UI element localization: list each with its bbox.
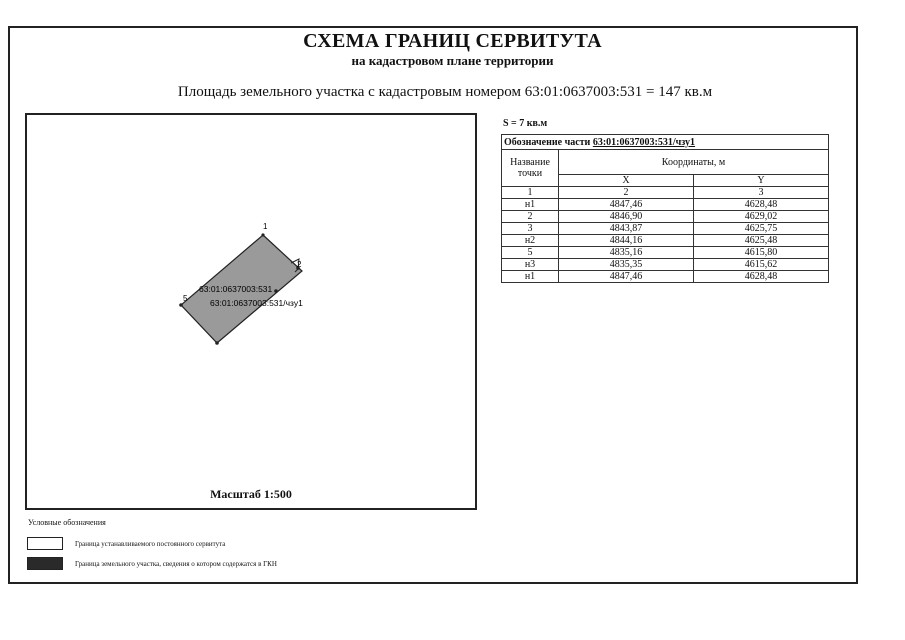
x-value: 4844,16: [559, 235, 694, 247]
x-value: 4846,90: [559, 211, 694, 223]
column-number: 2: [559, 187, 694, 199]
area-statement: Площадь земельного участка с кадастровым номером 63:01:0637003:531 = 147 кв.м: [177, 84, 713, 100]
header-row: [502, 150, 829, 175]
point-label-5: 5: [183, 294, 188, 303]
coords-header: Координаты, м: [559, 150, 829, 175]
table-row: [502, 247, 829, 259]
parcel-label: 63:01:0637003:531: [199, 284, 273, 294]
legend-item-servitude: Граница устанавливаемого постоянного сервитута: [75, 540, 226, 548]
table-row: [502, 199, 829, 211]
part-id: 63:01:0637003:531/чзу1: [592, 136, 696, 148]
table-row: [502, 235, 829, 247]
column-number-row: [502, 187, 829, 199]
parcel-boundary-swatch: [27, 557, 63, 570]
point-name: н1: [502, 271, 559, 283]
legend-item-parcel: Граница земельного участка, сведения о котором содержатся в ГКН: [75, 560, 277, 568]
part-prefix: Обозначение части: [504, 136, 591, 148]
part-designation-row: [502, 135, 829, 150]
point-marker: [261, 233, 264, 236]
map-scale: Масштаб 1:500: [210, 487, 292, 501]
map-drawing: [27, 115, 475, 508]
column-number: 3: [693, 187, 828, 199]
y-value: 4629,02: [693, 211, 828, 223]
point-name: 5: [502, 247, 559, 259]
point-name: н2: [502, 235, 559, 247]
x-value: 4843,87: [559, 223, 694, 235]
point-name: н3: [502, 259, 559, 271]
x-value: 4835,35: [559, 259, 694, 271]
servitude-area: S = 7 кв.м: [503, 118, 548, 129]
y-value: 4628,48: [693, 271, 828, 283]
point-name: н1: [502, 199, 559, 211]
document-subtitle: на кадастровом плане территории: [351, 53, 554, 68]
table-row: [502, 259, 829, 271]
y-value: 4615,62: [693, 259, 828, 271]
point-marker: [274, 289, 278, 293]
point-name: 3: [502, 223, 559, 235]
table-row: [502, 271, 829, 283]
x-value: 4847,46: [559, 271, 694, 283]
x-value: 4847,46: [559, 199, 694, 211]
table-row: [502, 211, 829, 223]
servitude-boundary-swatch: [27, 537, 63, 550]
y-value: 4625,75: [693, 223, 828, 235]
cadastral-map: [25, 113, 477, 510]
coordinates-table: [501, 134, 829, 283]
point-name: 2: [502, 211, 559, 223]
document-title: СХЕМА ГРАНИЦ СЕРВИТУТА: [303, 30, 602, 52]
column-number: 1: [502, 187, 559, 199]
point-marker: [179, 303, 183, 307]
point-marker: [215, 341, 219, 345]
legend-title: Условные обозначения: [28, 518, 106, 527]
point-label-2: 2: [297, 260, 302, 269]
point-label-1: 1: [263, 222, 268, 231]
y-value: 4628,48: [693, 199, 828, 211]
y-header: Y: [693, 175, 828, 187]
x-header: X: [559, 175, 694, 187]
name-header: Название точки: [502, 150, 559, 187]
y-value: 4625,48: [693, 235, 828, 247]
y-value: 4615,80: [693, 247, 828, 259]
servitude-label: 63:01:0637003:531/чзу1: [210, 298, 303, 308]
table-row: [502, 223, 829, 235]
x-value: 4835,16: [559, 247, 694, 259]
